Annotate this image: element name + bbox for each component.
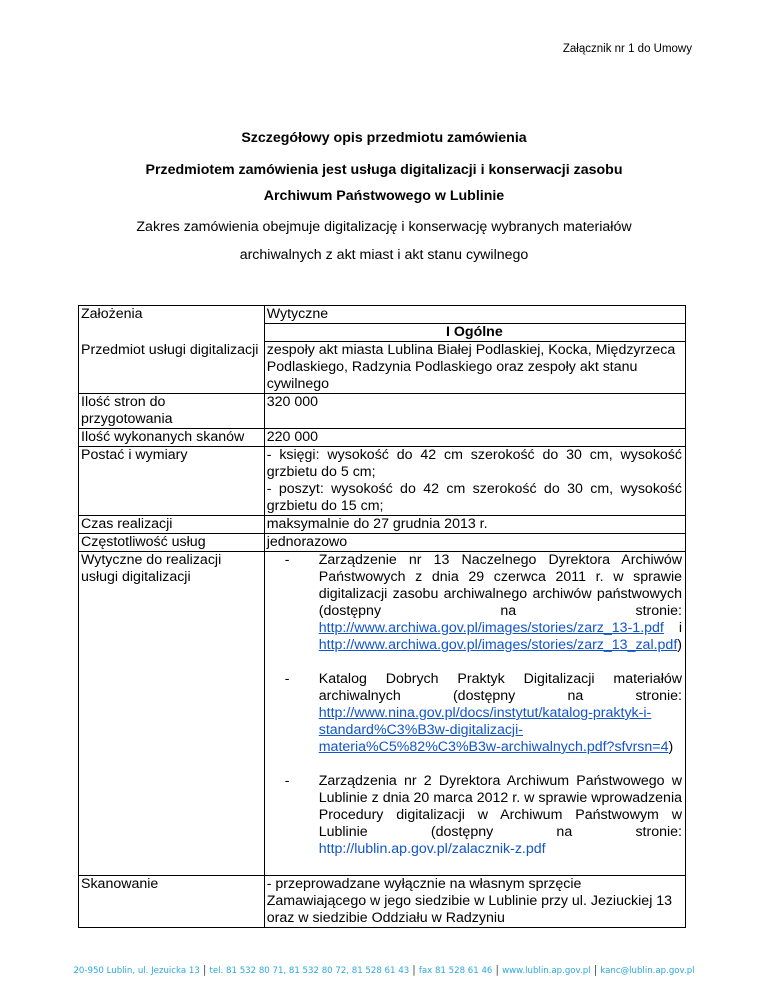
row-value-subject: zespoły akt miasta Lublina Białej Podlaskiej, Kocka, Międzyrzeca Podlaskiego, Radzynia Podlaskiego oraz zespoły akt stanu cywilnego xyxy=(264,342,685,394)
intro-line-2: archiwalnych z akt miast i akt stanu cywilnego xyxy=(239,247,529,263)
row-value-form xyxy=(264,447,685,516)
specification-table xyxy=(78,305,686,928)
bullet-dash: - xyxy=(284,773,290,789)
row-label-time: Czas realizacji xyxy=(79,516,265,534)
footer-email-link[interactable]: kanc@lublin.ap.gov.pl xyxy=(600,966,695,976)
intro-line-1: Zakres zamówienia obejmuje digitalizację i konserwację wybranych materiałów xyxy=(136,219,632,235)
table-row xyxy=(79,552,686,876)
form-folders: - poszyt: wysokość do 42 cm szerokość do 30 cm, wysokość grzbietu do 15 cm; xyxy=(266,481,682,514)
footer-address: 20-950 Lublin, ul. Jezuicka 13 xyxy=(73,966,200,976)
table-row xyxy=(79,534,686,552)
bullet-dash: - xyxy=(284,552,290,568)
footer-separator: | xyxy=(495,963,500,976)
row-value-scanning: - przeprowadzane wyłącznie na własnym sprzęcie Zamawiającego w jego siedzibie w Lublinie przy ul. Jeziuckiej 13 oraz w siedzibie Oddziału w Radzyniu xyxy=(264,876,685,928)
row-value-pages: 320 000 xyxy=(264,394,685,429)
document-title: Szczegółowy opis przedmiotu zamówienia xyxy=(241,130,527,146)
table-row xyxy=(79,429,686,447)
table-row xyxy=(79,447,686,516)
table-row xyxy=(79,342,686,394)
row-label-subject: Przedmiot usługi digitalizacji xyxy=(79,342,265,394)
header-guidelines: Wytyczne xyxy=(264,306,685,324)
nina-link[interactable]: http://www.nina.gov.pl/docs/instytut/katalog-praktyk-i-standard%C3%B3w-digitalizacji-materia%C5%82%C3%B3w-archiwalnych.pdf?sfvrsn=4 xyxy=(318,705,669,755)
row-label-scans: Ilość wykonanych skanów xyxy=(79,429,265,447)
footer-website-link[interactable]: www.lublin.ap.gov.pl xyxy=(502,966,591,976)
page-footer xyxy=(0,963,768,976)
footer-separator: | xyxy=(202,963,207,976)
bullet-dash: - xyxy=(284,671,290,687)
row-value-guidelines xyxy=(264,552,685,876)
table-row xyxy=(79,394,686,429)
footer-phone: tel. 81 532 80 71, 81 532 80 72, 81 528 61 43 xyxy=(209,966,410,976)
subtitle-line-2: Archiwum Państwowego w Lublinie xyxy=(263,188,505,204)
form-books: - księgi: wysokość do 42 cm szerokość do 30 cm, wysokość grzbietu do 5 cm; xyxy=(266,447,682,480)
table-header-row xyxy=(79,306,686,324)
table-row xyxy=(79,516,686,534)
row-label-form: Postać i wymiary xyxy=(79,447,265,516)
footer-fax: fax 81 528 61 46 xyxy=(418,966,493,976)
row-label-scanning: Skanowanie xyxy=(79,876,265,928)
row-label-guidelines: Wytyczne do realizacji usługi digitalizacji xyxy=(79,552,265,876)
guideline-item-3: - Zarządzenia nr 2 Dyrektora Archiwum Państwowego w Lublinie z dnia 20 marca 2012 r. w sprawie wprowadzenia Procedury digitalizacji w Archiwum Państwowym w Lublinie (dostępny na stronie: http://lublin.ap.gov.pl/zalacznik-z.pdf xyxy=(284,773,682,857)
subtitle-line-1: Przedmiotem zamówienia jest usługa digitalizacji i konserwacji zasobu xyxy=(145,162,623,178)
footer-separator: | xyxy=(593,963,598,976)
section-title: I Ogólne xyxy=(264,324,685,342)
row-value-scans: 220 000 xyxy=(264,429,685,447)
section-row xyxy=(79,324,686,342)
lublin-link[interactable]: http://lublin.ap.gov.pl/zalacznik-z.pdf xyxy=(318,841,546,857)
header-assumptions: Założenia xyxy=(79,306,265,324)
row-value-frequency: jednorazowo xyxy=(264,534,685,552)
annex-label: Załącznik nr 1 do Umowy xyxy=(562,43,692,55)
archiwa-link-1[interactable]: http://www.archiwa.gov.pl/images/stories/zarz_13-1.pdf xyxy=(318,620,664,636)
table-row xyxy=(79,876,686,928)
footer-separator: | xyxy=(412,963,416,976)
row-label-frequency: Częstotliwość usług xyxy=(79,534,265,552)
row-value-time: maksymalnie do 27 grudnia 2013 r. xyxy=(264,516,685,534)
guideline-item-1: - Zarządzenie nr 13 Naczelnego Dyrektora Archiwów Państwowych z dnia 29 czerwca 2011 r. w sprawie digitalizacji zasobu archiwalnego archiwów państwowych (dostępny na stronie: http://www.archiwa.gov.pl/images/stories/zarz_13-1.pdf i http://www.archiwa.gov.pl/images/stories/zarz_13_zal.pdf) xyxy=(284,552,682,653)
guideline-item-2: - Katalog Dobrych Praktyk Digitalizacji materiałów archiwalnych (dostępny na stronie: http://www.nina.gov.pl/docs/instytut/katalog-praktyk-i-standard%C3%B3w-digitalizacji-materia%C5%82%C3%B3w-archiwalnych.pdf?sfvrsn=4) xyxy=(284,671,682,755)
row-label-pages: Ilość stron do przygotowania xyxy=(79,394,265,429)
archiwa-link-2[interactable]: http://www.archiwa.gov.pl/images/stories/zarz_13_zal.pdf xyxy=(318,637,678,653)
